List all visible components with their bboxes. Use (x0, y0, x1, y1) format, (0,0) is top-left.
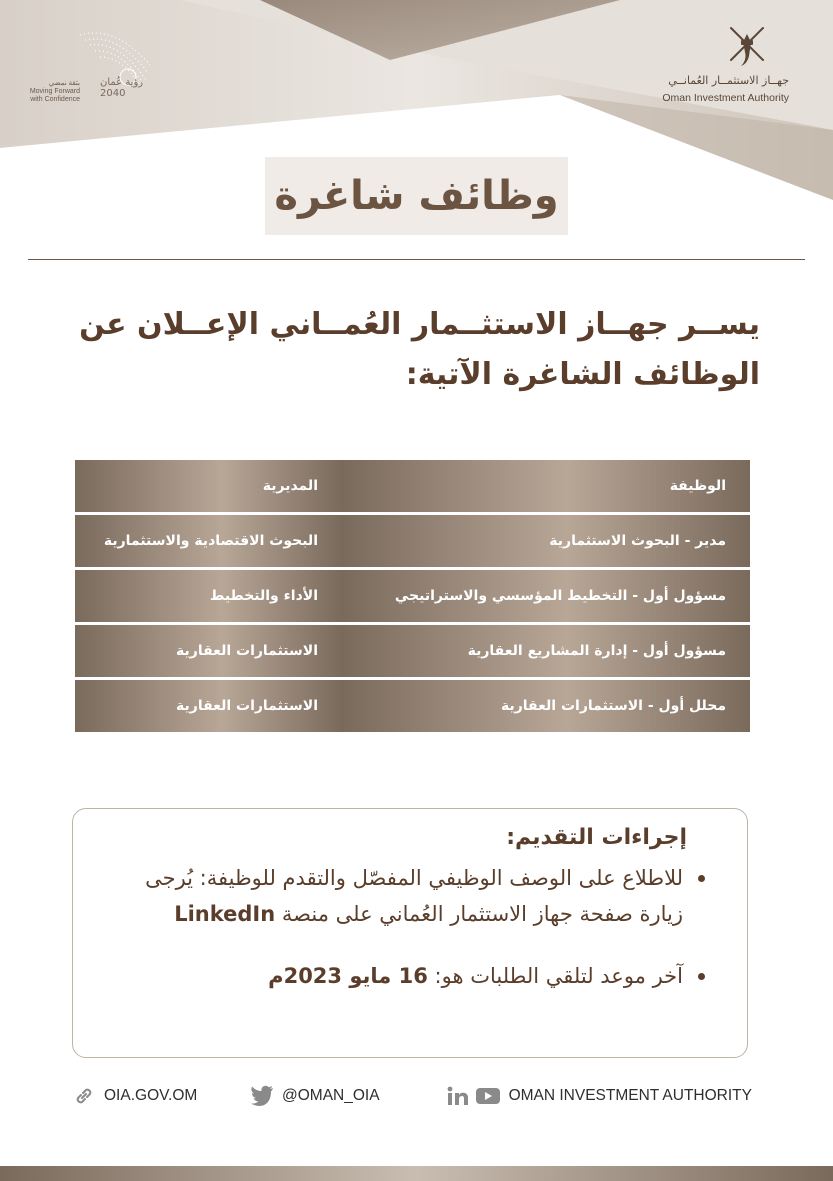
jobs-table (72, 460, 750, 735)
youtube-icon[interactable] (475, 1086, 501, 1106)
authority-name-ar: جهــاز الاستثمــار العُمانــي (668, 74, 789, 87)
job-directorate: الاستثمارات العقارية (75, 625, 342, 677)
authority-name-en: Oman Investment Authority (662, 92, 789, 104)
deadline-label: آخر موعد لتلقي الطلبات هو: (434, 964, 683, 988)
job-directorate: الأداء والتخطيط (75, 570, 342, 622)
intro-line-1: يســر جهــاز الاستثــمار العُمــاني الإعــلان عن (79, 307, 760, 342)
procedure-linkedin-text: للاطلاع على الوصف الوظيفي المفصّل والتقدم للوظيفة: يُرجى زيارة صفحة جهاز الاستثمار العُماني على منصة (145, 866, 683, 926)
website-text: OIA.GOV.OM (104, 1087, 198, 1104)
intro-text (70, 300, 760, 400)
table-row (72, 625, 750, 677)
authority-text: OMAN INVESTMENT AUTHORITY (508, 1087, 752, 1104)
job-title: محلل أول - الاستثمارات العقارية (342, 680, 750, 732)
link-icon (72, 1084, 96, 1108)
deadline-date: 16 مايو 2023م (268, 964, 428, 988)
table-header-row (72, 460, 750, 512)
job-directorate: البحوث الاقتصادية والاستثمارية (75, 515, 342, 567)
table-row (72, 515, 750, 567)
table-row (72, 570, 750, 622)
procedures-list (113, 860, 707, 994)
footer (72, 1082, 752, 1110)
list-item (113, 958, 707, 994)
oman-khanjar-emblem-icon (723, 22, 771, 70)
intro-line-2: الوظائف الشاغرة الآتية: (405, 357, 760, 392)
twitter-icon (250, 1085, 274, 1107)
header-directorate: المديرية (75, 460, 342, 512)
oman-vision-2040-logo (20, 25, 170, 105)
procedures-title: إجراءات التقديم: (506, 825, 687, 850)
divider (28, 259, 805, 260)
footer-social-links[interactable] (447, 1082, 752, 1110)
footer-website-link[interactable] (72, 1082, 197, 1110)
twitter-handle: @OMAN_OIA (282, 1087, 380, 1104)
vision-tagline: بثقة نمضي Moving Forward with Confidence (29, 80, 80, 103)
job-title: مسؤول أول - إدارة المشاريع العقارية (342, 625, 750, 677)
application-procedures-box (72, 808, 748, 1058)
job-title: مدير - البحوث الاستثمارية (342, 515, 750, 567)
header-job: الوظيفة (342, 460, 750, 512)
bottom-bar (0, 1166, 833, 1181)
page-title: وظائف شاغرة (265, 157, 568, 235)
job-title: مسؤول أول - التخطيط المؤسسي والاستراتيجي (342, 570, 750, 622)
linkedin-icon[interactable] (447, 1086, 469, 1106)
linkedin-link[interactable]: LinkedIn (174, 902, 276, 926)
job-directorate: الاستثمارات العقارية (75, 680, 342, 732)
table-row (72, 680, 750, 732)
vision-2040-label: رؤية عُمان 2040 (100, 77, 144, 99)
footer-twitter-link[interactable] (250, 1082, 380, 1110)
list-item (113, 860, 707, 932)
